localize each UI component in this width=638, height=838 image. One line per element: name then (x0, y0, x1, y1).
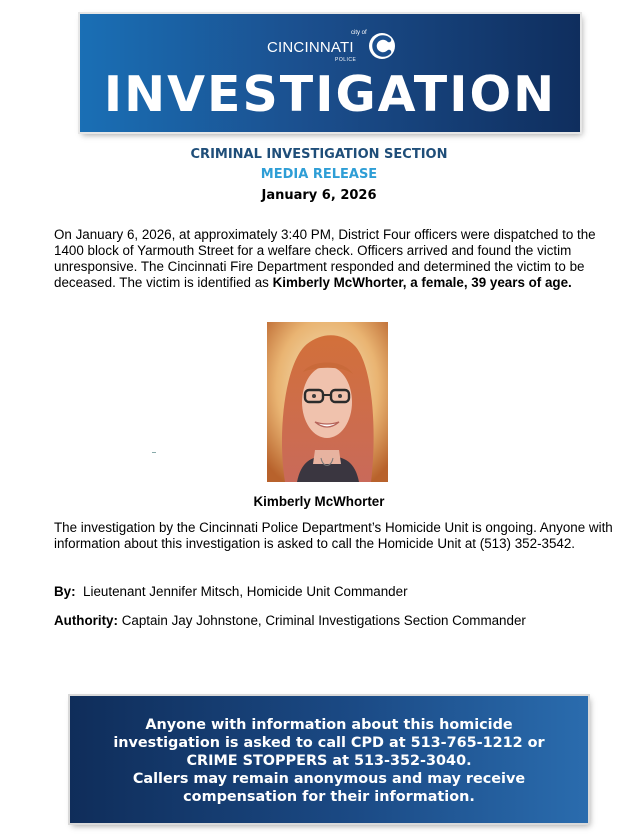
authority-label: Authority: (54, 613, 118, 628)
footer-line-3: CRIME STOPPERS at 513-352-3040. (186, 753, 472, 769)
release-date: January 6, 2026 (261, 188, 377, 203)
banner-title: INVESTIGATION (103, 66, 557, 123)
incident-text: On January 6, 2026, at approximately 3:40 PM, District Four officers were dispatched to the 1400 block of Yarmouth Street for a welfare check. Officers arrived and found the victim unresponsive. The Cincinnati Fire Department responded and determined the victim to be deceased. The victim is identified as (54, 227, 596, 290)
section-heading: CRIMINAL INVESTIGATION SECTION (190, 147, 448, 162)
footer-message (70, 716, 588, 806)
footer-line-1: Anyone with information about this homicide (145, 717, 513, 733)
crime-stoppers-box (70, 696, 588, 823)
victim-identification: Kimberly McWhorter, a female, 39 years of age. (272, 275, 572, 290)
footer-line-4: Callers may remain anonymous and may receive (132, 771, 526, 787)
cincinnati-police-logo (267, 24, 407, 64)
footer-line-2: investigation is asked to call CPD at 513-765-1212 or (113, 735, 545, 751)
victim-photo (267, 322, 388, 482)
stray-mark (152, 452, 156, 453)
authority-value: Captain Jay Johnstone, Criminal Investigations Section Commander (121, 613, 526, 628)
portrait-image (267, 322, 388, 482)
logo-city-of-text: city of (351, 30, 367, 36)
incident-paragraph (54, 227, 614, 291)
logo-wordmark: CINCINNATI (267, 39, 354, 56)
media-release-heading: MEDIA RELEASE (260, 167, 378, 182)
investigation-paragraph: The investigation by the Cincinnati Police Department’s Homicide Unit is ongoing. Anyone with information about this investigation is asked to call the Homicide Unit at (513) 352-3542. (54, 520, 613, 551)
by-label: By: (54, 584, 76, 599)
by-line (54, 584, 408, 600)
by-value: Lieutenant Jennifer Mitsch, Homicide Unit Commander (83, 584, 408, 599)
authority-line (54, 613, 526, 629)
investigation-banner (80, 14, 580, 132)
photo-caption: Kimberly McWhorter (253, 494, 385, 509)
logo-police-text: POLICE (335, 57, 357, 63)
footer-line-5: compensation for their information. (183, 789, 475, 805)
cincinnati-c-icon (367, 31, 397, 61)
